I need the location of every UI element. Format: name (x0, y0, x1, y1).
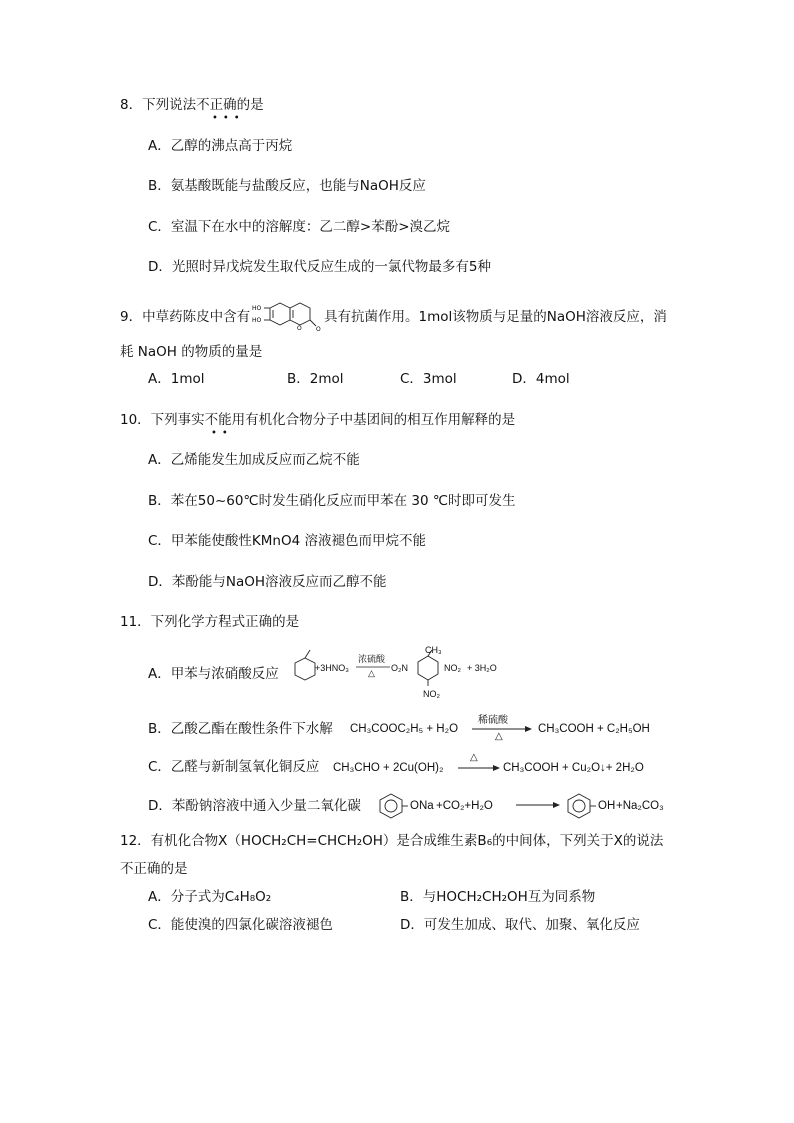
q11-option-a-label: A．甲苯与浓硝酸反应 (148, 666, 279, 682)
q12-stem-line2: 不正确的是 (120, 861, 188, 877)
q11-a-reagent: +3HNO₃ (315, 663, 349, 673)
coumarin-structure (252, 300, 326, 334)
q8-option-b: B．氨基酸既能与盐酸反应，也能与NaOH反应 (148, 178, 426, 194)
q8-option-c: C．室温下在水中的溶解度：乙二醇>苯酚>溴乙烷 (148, 219, 451, 235)
q11-d-ona: ONa (410, 800, 434, 812)
q8-emphasis-dots: ••• (212, 113, 245, 124)
q11-d-oh: OH (598, 800, 616, 812)
q12-option-a: A．分子式为C₄H₈O₂ (148, 889, 272, 905)
q11-c-condition-top: △ (470, 752, 478, 763)
q9-option-d: D．4mol (512, 371, 570, 387)
q11-d-left-rest: +CO₂+H₂O (436, 800, 493, 812)
q9-option-a: A．1mol (148, 371, 205, 387)
q11-option-b-label: B．乙酸乙酯在酸性条件下水解 (148, 721, 333, 737)
q11-a-condition-top: 浓硫酸 (358, 654, 386, 664)
q10-stem: 10．下列事实不能用有机化合物分子中基团间的相互作用解释的是 (120, 412, 516, 428)
q10-option-b: B．苯在50~60℃时发生硝化反应而甲苯在 30 ℃时即可发生 (148, 493, 516, 509)
q11-a-no2-right: NO₂ (444, 663, 461, 673)
ho-label-2: HO (252, 317, 262, 324)
q8-option-a: A．乙醇的沸点高于丙烷 (148, 138, 293, 154)
ring-o-label: O (297, 325, 302, 332)
q10-option-c: C．甲苯能使酸性KMnO4 溶液褪色而甲烷不能 (148, 533, 426, 549)
q12-option-b: B．与HOCH₂CH₂OH互为同系物 (400, 889, 596, 905)
q9-stem-suffix: 具有抗菌作用。1mol该物质与足量的NaOH溶液反应，消 (324, 309, 667, 325)
q11-a-o2n: O₂N (391, 663, 408, 673)
q11-a-condition-bottom: △ (368, 668, 375, 678)
q12-option-c: C．能使溴的四氯化碳溶液褪色 (148, 917, 333, 933)
q10-option-a: A．乙烯能发生加成反应而乙烷不能 (148, 452, 360, 468)
q11-stem: 11．下列化学方程式正确的是 (120, 614, 300, 630)
q11-c-arrow (458, 764, 500, 772)
q11-a-water: + 3H₂O (467, 663, 497, 673)
q11-a-no2-bottom: NO₂ (423, 689, 440, 699)
q11-option-d-label: D．苯酚钠溶液中通入少量二氧化碳 (148, 798, 361, 814)
q11-c-left: CH₃CHO + 2Cu(OH)₂ (333, 762, 444, 774)
carbonyl-o-label: O (316, 326, 321, 333)
q11-d-right-rest: +Na₂CO₃ (616, 800, 664, 812)
q11-b-right: CH₃COOH + C₂H₅OH (538, 723, 650, 735)
q10-option-d: D．苯酚能与NaOH溶液反应而乙醇不能 (148, 574, 387, 590)
q11-a-ch3: CH₃ (425, 645, 442, 655)
q12-option-d: D．可发生加成、取代、加聚、氧化反应 (400, 917, 640, 933)
q11-option-c-label: C．乙醛与新制氢氧化铜反应 (148, 759, 320, 775)
ho-label-1: HO (252, 305, 262, 312)
q11-b-condition-bottom: △ (495, 731, 503, 742)
phenoxide-ring (378, 792, 408, 818)
q11-c-right: CH₃COOH + Cu₂O↓+ 2H₂O (503, 762, 644, 774)
phenol-ring (566, 792, 596, 818)
q9-option-b: B．2mol (287, 371, 344, 387)
q8-option-d: D．光照时异戊烷发生取代反应生成的一氯代物最多有5种 (148, 259, 491, 275)
q9-stem-prefix: 9．中草药陈皮中含有 (120, 309, 251, 325)
q11-b-condition-top: 稀硫酸 (478, 715, 508, 726)
q11-b-left: CH₃COOC₂H₅ + H₂O (350, 723, 459, 735)
q11-d-arrow (516, 801, 560, 809)
q12-stem-line1: 12．有机化合物X（HOCH₂CH=CHCH₂OH）是合成维生素B₆的中间体，下列关于X的说法 (120, 833, 664, 849)
q8-stem: 8．下列说法不正确的是 (120, 97, 264, 113)
q9-option-c: C．3mol (400, 371, 457, 387)
q10-emphasis-dots: •• (211, 428, 233, 439)
q9-stem-line2: 耗 NaOH 的物质的量是 (120, 344, 263, 360)
